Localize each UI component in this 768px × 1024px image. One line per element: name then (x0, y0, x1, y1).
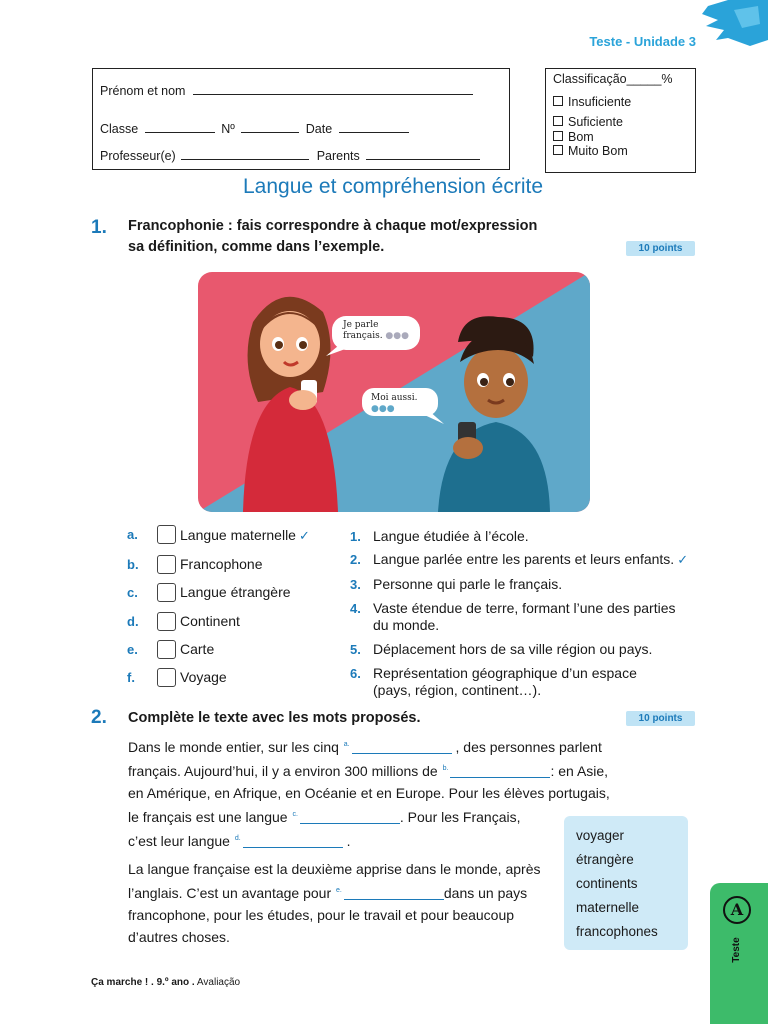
checkbox-icon (553, 116, 563, 126)
word-bank-item: maternelle (576, 900, 640, 915)
grade-option-muito-bom[interactable]: Muito Bom (553, 144, 628, 158)
side-tab (710, 883, 768, 1024)
speech-bubble-boy: Moi aussi. ●●● (371, 393, 418, 414)
footer-brand: Ça marche ! . 9.º ano . (91, 977, 195, 988)
answer-box-f[interactable] (157, 668, 176, 687)
question-2-number: 2. (91, 707, 107, 728)
section-title: Langue et compréhension écrite (242, 175, 544, 198)
parents-field[interactable] (366, 149, 480, 160)
blank-c[interactable] (300, 811, 400, 824)
date-label: Date (305, 122, 333, 136)
footer (91, 977, 240, 988)
question-1-text: Francophonie : fais correspondre à chaque mot/expression sa définition, comme dans l’exemple. (128, 218, 538, 255)
checkbox-icon (553, 131, 563, 141)
grade-option-insuficiente[interactable]: Insuficiente (553, 95, 631, 109)
teacher-label: Professeur(e) (100, 149, 176, 163)
class-label: Classe (100, 122, 139, 136)
speech-bubble-girl: Je parle français. ●●● (343, 320, 409, 341)
answer-box-d[interactable] (157, 612, 176, 631)
word-bank-item: étrangère (576, 852, 634, 867)
paragraph-2: La langue française est la deuxième apprise dans le monde, après l’anglais. C’est un avantage pour $^{e.}$ dans un pays francophone, pour les études, pour le travail et pour beaucoup d’autres choses. (128, 861, 541, 945)
question-2-points: 10 points (626, 711, 695, 726)
question-1-points: 10 points (626, 241, 695, 256)
class-field[interactable] (145, 122, 215, 133)
check-mark-icon: ✓ (677, 552, 689, 567)
blank-d[interactable] (243, 835, 343, 848)
question-1-number: 1. (91, 217, 107, 238)
check-mark-icon: ✓ (298, 528, 310, 543)
answer-box-b[interactable] (157, 555, 176, 574)
blank-e[interactable] (344, 887, 444, 900)
number-label: Nº (221, 122, 235, 136)
word-bank-item: voyager (576, 828, 625, 843)
number-field[interactable] (241, 122, 299, 133)
teacher-field[interactable] (181, 149, 309, 160)
date-field[interactable] (339, 122, 409, 133)
grade-option-suficiente[interactable]: Suficiente (553, 115, 623, 129)
question-2-text: Complète le texte avec les mots proposés. (128, 710, 421, 726)
grade-box (545, 68, 696, 173)
header-test-reference: Teste - Unidade 3 (589, 34, 696, 49)
word-bank (564, 816, 688, 950)
grade-title: Classificação_____% (553, 72, 673, 86)
word-bank-item: continents (576, 876, 638, 891)
publisher-logo-icon: A (723, 896, 751, 924)
checkbox-icon (553, 145, 563, 155)
answer-box-c[interactable] (157, 583, 176, 602)
paint-splash-decoration (698, 0, 768, 46)
answer-box-a[interactable] (157, 525, 176, 544)
blank-b[interactable] (450, 765, 550, 778)
word-bank-item: francophones (576, 924, 658, 939)
blank-a[interactable] (352, 741, 452, 754)
name-label: Prénom et nom (100, 84, 186, 98)
footer-section: Avaliação (196, 977, 241, 988)
checkbox-icon (553, 96, 563, 106)
side-tab-label: Teste (731, 937, 742, 963)
student-info-box (92, 68, 510, 170)
paragraph-1: Dans le monde entier, sur les cinq $^{a.}$ , des personnes parlent français. Aujourd’hui, il y a environ 300 millions de $^{b.}$ : en Asie, en Amérique, en Afrique, en Océanie et en Europe. Pour les élèves portugais, le français est une langue $^{c.}$ . Pour les Français, c’est leur langue $^{d.}$ . (128, 739, 610, 849)
name-field[interactable] (193, 84, 473, 95)
illustration-two-kids-texting (198, 272, 590, 512)
parents-label: Parents (316, 149, 360, 163)
answer-box-e[interactable] (157, 640, 176, 659)
grade-option-bom[interactable]: Bom (553, 130, 594, 144)
